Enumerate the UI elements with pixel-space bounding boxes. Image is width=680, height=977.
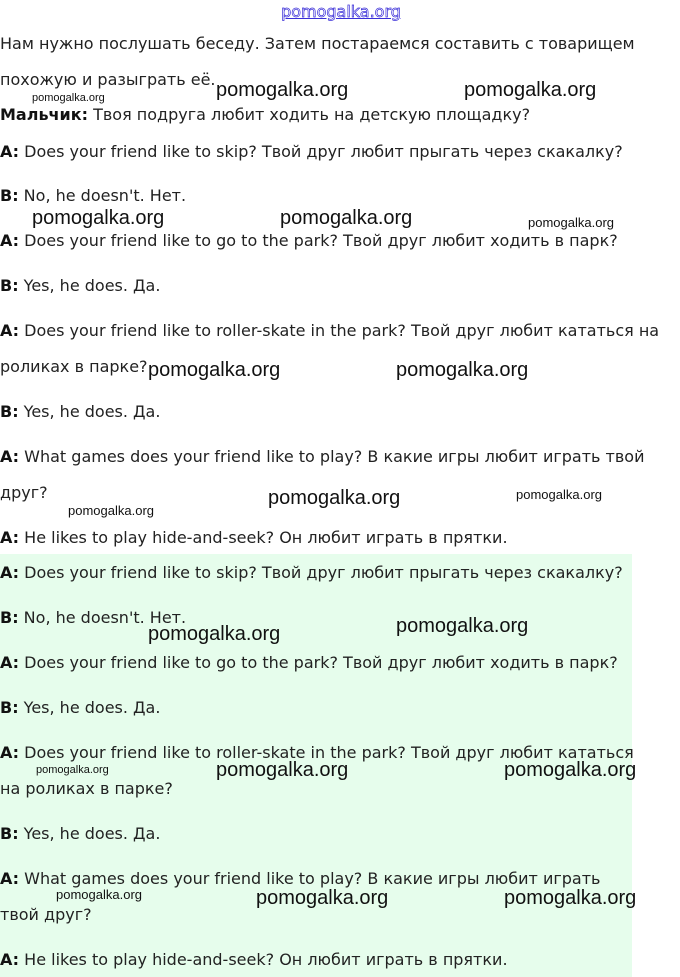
line-text: Does your friend like to roller-skate in the park? Твой друг любит кататься <box>19 743 634 762</box>
site-title[interactable]: pomogalka.org <box>281 2 401 21</box>
watermark: pomogalka.org <box>36 764 109 776</box>
line-text: Yes, he does. Да. <box>18 698 161 717</box>
line-text: No, he doesn't. Нет. <box>18 186 187 205</box>
watermark: pomogalka.org <box>216 759 349 781</box>
watermark: pomogalka.org <box>504 887 637 909</box>
line-text: Yes, he does. Да. <box>18 824 161 843</box>
watermark: pomogalka.org <box>268 487 401 509</box>
line-text: What games does your friend like to play? В какие игры любит играть твой <box>19 447 645 466</box>
watermark: pomogalka.org <box>216 79 349 101</box>
watermark: pomogalka.org <box>148 623 281 645</box>
dialogue-line <box>0 447 644 467</box>
speaker-label: B: <box>0 608 19 627</box>
line-text: Does your friend like to go to the park? Твой друг любит ходить в парк? <box>19 231 618 250</box>
line-text: What games does your friend like to play? В какие игры любит играть <box>19 869 601 888</box>
line-text: Does your friend like to skip? Твой друг любит прыгать через скакалку? <box>19 142 623 161</box>
watermark: pomogalka.org <box>464 79 597 101</box>
dialogue-line-continuation: друг? <box>0 483 48 502</box>
speaker-label: Мальчик: <box>0 105 89 124</box>
speaker-label: B: <box>0 186 19 205</box>
watermark: pomogalka.org <box>396 359 529 381</box>
speaker-label: B: <box>0 698 19 717</box>
watermark: pomogalka.org <box>396 615 529 637</box>
line-text: Does your friend like to go to the park? Твой друг любит ходить в парк? <box>19 653 618 672</box>
line-text: He likes to play hide-and-seek? Он любит играть в прятки. <box>19 528 508 547</box>
speaker-label: B: <box>0 402 19 421</box>
dialogue-line <box>0 402 160 422</box>
speaker-label: A: <box>0 447 20 466</box>
watermark: pomogalka.org <box>504 759 637 781</box>
speaker-label: A: <box>0 142 20 161</box>
watermark: pomogalka.org <box>528 215 614 230</box>
dialogue-line <box>0 186 186 206</box>
speaker-label: A: <box>0 321 20 340</box>
answer-line <box>0 869 600 889</box>
speaker-label: A: <box>0 563 20 582</box>
watermark: pomogalka.org <box>56 887 142 902</box>
watermark: pomogalka.org <box>256 887 389 909</box>
line-text: Does your friend like to roller-skate in the park? Твой друг любит кататься на <box>19 321 660 340</box>
boy-line <box>0 105 530 125</box>
dialogue-line <box>0 142 623 162</box>
line-text: Твоя подруга любит ходить на детскую площадку? <box>88 105 531 124</box>
watermark: pomogalka.org <box>280 207 413 229</box>
answer-line <box>0 950 508 970</box>
answer-line-continuation: на роликах в парке? <box>0 779 173 798</box>
answer-line <box>0 698 160 718</box>
dialogue-line-continuation: роликах в парке? <box>0 357 148 376</box>
watermark: pomogalka.org <box>32 92 105 104</box>
answer-line <box>0 653 618 673</box>
dialogue-line <box>0 276 160 296</box>
line-text: No, he doesn't. Нет. <box>18 608 187 627</box>
intro-line-1: Нам нужно послушать беседу. Затем постараемся составить с товарищем <box>0 34 635 53</box>
speaker-label: A: <box>0 653 20 672</box>
dialogue-line <box>0 231 618 251</box>
speaker-label: A: <box>0 231 20 250</box>
line-text: He likes to play hide-and-seek? Он любит играть в прятки. <box>19 950 508 969</box>
speaker-label: B: <box>0 276 19 295</box>
dialogue-line <box>0 528 508 548</box>
intro-line-2: похожую и разыграть её. <box>0 70 216 89</box>
speaker-label: A: <box>0 743 20 762</box>
watermark: pomogalka.org <box>32 207 165 229</box>
dialogue-line <box>0 321 659 341</box>
watermark: pomogalka.org <box>68 503 154 518</box>
speaker-label: A: <box>0 950 20 969</box>
line-text: Yes, he does. Да. <box>18 402 161 421</box>
speaker-label: B: <box>0 824 19 843</box>
line-text: Does your friend like to skip? Твой друг любит прыгать через скакалку? <box>19 563 623 582</box>
watermark: pomogalka.org <box>516 487 602 502</box>
speaker-label: A: <box>0 528 20 547</box>
watermark: pomogalka.org <box>148 359 281 381</box>
line-text: Yes, he does. Да. <box>18 276 161 295</box>
answer-line <box>0 563 623 583</box>
speaker-label: A: <box>0 869 20 888</box>
answer-line <box>0 824 160 844</box>
answer-line-continuation: твой друг? <box>0 905 92 924</box>
